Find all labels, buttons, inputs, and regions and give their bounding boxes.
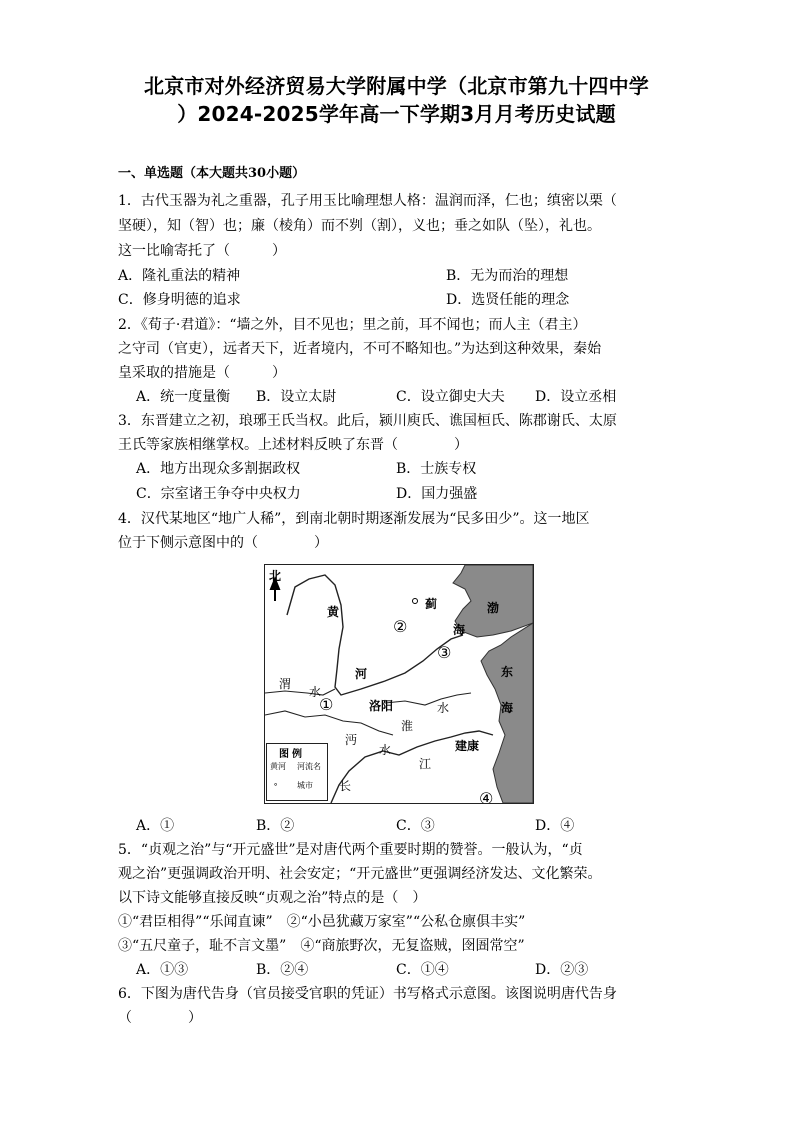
city-luoyang-label: 洛阳 [369,699,394,713]
city-ji-dot [413,599,418,604]
q1-option-d: D．选贤任能的理念 [446,292,570,308]
document-title-line2: ）2024-2025学年高一下学期3月月考历史试题 [177,102,616,126]
label-jiang: 江 [419,757,432,771]
q4-option-a: A．① [136,818,175,834]
q3-option-a: A．地方出现众多割据政权 [136,461,301,477]
q5-option-b: B．②④ [256,962,309,978]
mian-river [265,711,393,735]
q3-option-d: D．国力强盛 [396,486,478,502]
q4-line1: 4．汉代某地区“地广人稀”，到南北朝时期逐渐发展为“民多田少”。这一地区 [118,511,590,527]
q2-option-c: C．设立御史大夫 [396,389,505,405]
label-bo: 渤 [487,601,500,615]
q2-option-b: B．设立太尉 [256,389,337,405]
legend-title: 图例 [279,749,305,760]
q4-option-b: B．② [256,818,295,834]
q3-option-c: C．宗室诸王争夺中央权力 [136,486,301,502]
q2-line2: 之守司（官吏），远者天下，近者境内，不可不略知也。”为达到这种效果，秦始 [118,341,602,357]
q5-line2: 观之治”更强调政治开明、社会安定；“开元盛世”更强调经济发达、文化繁荣。 [118,866,602,882]
huai-river [385,693,471,705]
q2-option-a: A．统一度量衡 [136,389,231,405]
q5-line3: 以下诗文能够直接反映“贞观之治”特点的是（ ） [118,890,427,906]
label-huang: 黄 [327,605,340,619]
q3-line1: 3．东晋建立之初，琅琊王氏当权。此后，颍川庾氏、谯国桓氏、陈郡谢氏、太原 [118,413,617,429]
label-wei: 渭 [279,677,292,691]
label-shui2: 水 [437,701,450,715]
legend-river-sample: 黄河 [270,762,286,771]
q3-option-b: B．士族专权 [396,461,477,477]
q1-line3: 这一比喻寄托了（ ） [118,243,286,259]
q2-line1: 2．《荀子·君道》：“墙之外，目不见也；里之前，耳不闻也；而人主（君主） [118,317,587,333]
q6-line2: （ ） [118,1010,202,1026]
map-figure [264,564,534,804]
q1-line2: 坚硬），知（智）也；廉（棱角）而不刿（割），义也；垂之如队（坠），礼也。 [118,218,601,234]
q3-line2: 王氏等家族相继掌权。上述材料反映了东晋（ ） [118,437,468,453]
q6-line1: 6．下图为唐代告身（官员接受官职的凭证）书写格式示意图。该图说明唐代告身 [118,986,617,1002]
map-legend [266,743,328,801]
marker-4: ④ [479,789,494,804]
q4-line2: 位于下侧示意图中的（ ） [118,535,328,551]
q5-line4: ①“君臣相得”“乐闻直谏” ②“小邑犹藏万家室”“公私仓廪俱丰实” [118,914,526,930]
city-ji-label: 蓟 [425,597,438,611]
q1-option-a: A．隆礼重法的精神 [118,268,241,284]
document-title-line1: 北京市对外经济贸易大学附属中学（北京市第九十四中学 [144,74,649,98]
q5-line5: ③“五尺童子，耻不言文墨” ④“商旅野次，无复盗贼，囹圄常空” [118,938,525,954]
label-hai: 海 [453,623,466,637]
label-he: 河 [355,667,368,681]
label-huai: 淮 [401,719,414,733]
yellow-river [287,575,466,695]
legend-river-label: 河流名 [297,762,321,771]
q5-option-a: A．①③ [136,962,189,978]
label-shui3: 水 [379,743,392,757]
north-label: 北 [269,569,282,583]
section-heading: 一、单选题（本大题共30小题） [118,166,306,181]
label-shui: 水 [309,685,322,699]
label-mian: 沔 [345,733,358,747]
marker-2: ② [393,617,408,636]
q5-option-d: D．②③ [535,962,589,978]
marker-3: ③ [437,643,452,662]
legend-city-label: 城市 [297,781,313,790]
label-hai2: 海 [501,701,514,715]
legend-city-dot: ∘ [273,780,279,789]
q2-option-d: D．设立丞相 [535,389,617,405]
label-chang: 长 [339,779,352,793]
q1-option-b: B．无为而治的理想 [446,268,569,284]
q1-option-c: C．修身明德的追求 [118,292,241,308]
q5-line1: 5．“贞观之治”与“开元盛世”是对唐代两个重要时期的赞誉。一般认为，“贞 [118,842,583,858]
label-dong: 东 [501,665,514,679]
q5-option-c: C．①④ [396,962,449,978]
marker-1: ① [319,695,334,714]
q2-line3: 皇采取的措施是（ ） [118,365,286,381]
city-jiankang-label: 建康 [455,739,480,753]
q1-line1: 1．古代玉器为礼之重器，孔子用玉比喻理想人格：温润而泽，仁也；缜密以栗（ [118,193,617,209]
q4-option-c: C．③ [396,818,435,834]
q4-option-d: D．④ [535,818,575,834]
